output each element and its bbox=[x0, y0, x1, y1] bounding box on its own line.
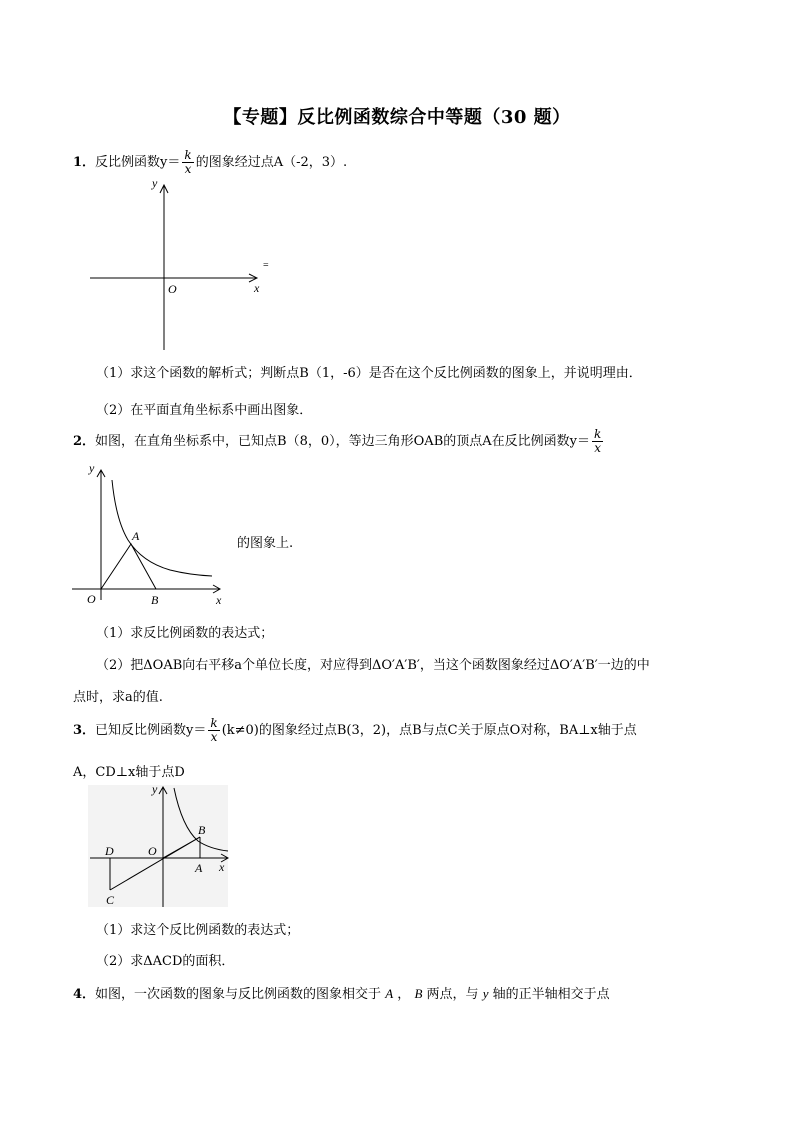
question-text: 两点，与 bbox=[426, 987, 479, 1002]
question-4-stem bbox=[73, 983, 610, 1002]
question-3-symmetry-figure bbox=[88, 782, 233, 910]
fraction-denominator: x bbox=[210, 730, 218, 744]
question-text: 反比例函数y＝ bbox=[95, 155, 181, 170]
point-a-label: A bbox=[195, 861, 203, 875]
origin-label: O bbox=[168, 282, 177, 296]
x-axis-label: x bbox=[216, 593, 222, 607]
question-1-part-1: （1）求这个函数的解析式；判断点B（1，-6）是否在这个反比例函数的图象上，并说明理由． bbox=[96, 366, 642, 381]
x-axis-label: x bbox=[254, 281, 260, 295]
question-1-part-2: （2）在平面直角坐标系中画出图象． bbox=[96, 403, 313, 418]
question-2-part-2-continued: 点时，求a的值. bbox=[73, 690, 163, 705]
question-3-stem-continued: A，CD⊥x轴于点D bbox=[73, 765, 185, 780]
question-1-stem bbox=[73, 149, 347, 176]
point-b-label: B bbox=[198, 823, 206, 837]
question-number: 3． bbox=[73, 723, 96, 738]
question-2-triangle-figure bbox=[70, 460, 230, 610]
question-text: 已知反比例函数y＝ bbox=[95, 723, 207, 738]
origin-label: O bbox=[148, 844, 157, 858]
question-number: 2． bbox=[73, 434, 96, 449]
fraction-denominator: x bbox=[184, 162, 192, 176]
question-2-stem bbox=[73, 428, 605, 455]
question-2-part-2: （2）把ΔOAB向右平移a个单位长度，对应得到ΔO′A′B′，当这个函数图象经过ΔO′A′B′一边的中 bbox=[96, 658, 650, 673]
question-text: 如图，一次函数的图象与反比例函数的图象相交于 bbox=[95, 987, 382, 1002]
x-axis-label: x bbox=[219, 860, 225, 874]
stray-mark: = bbox=[263, 260, 269, 271]
question-text: (k≠0)的图象经过点B(3，2)，点B与点C关于原点O对称，BA⊥x轴于点 bbox=[221, 723, 637, 738]
fraction-k-over-x bbox=[208, 717, 219, 744]
variable-b: B bbox=[414, 986, 423, 1001]
origin-label: O bbox=[87, 592, 96, 606]
question-2-stem-continued: 的图象上. bbox=[237, 536, 294, 551]
point-c-label: C bbox=[106, 893, 115, 907]
question-3-part-2: （2）求ΔACD的面积． bbox=[96, 954, 235, 969]
fraction-numerator: k bbox=[184, 148, 192, 162]
question-number: 1． bbox=[73, 155, 96, 170]
fraction-numerator: k bbox=[210, 716, 218, 730]
y-axis-label: y bbox=[152, 782, 158, 796]
page-title: 【专题】反比例函数综合中等题（30 题） bbox=[223, 107, 571, 128]
point-a-label: A bbox=[132, 529, 140, 543]
y-axis-label: y bbox=[89, 461, 95, 475]
question-3-stem bbox=[73, 717, 637, 744]
question-3-part-1: （1）求这个反比例函数的表达式； bbox=[96, 923, 300, 938]
fraction-k-over-x bbox=[182, 149, 193, 176]
fraction-denominator: x bbox=[594, 441, 602, 455]
y-axis-label: y bbox=[152, 176, 158, 190]
fraction-numerator: k bbox=[593, 427, 602, 441]
question-number: 4． bbox=[73, 987, 96, 1002]
question-2-part-1: （1）求反比例函数的表达式； bbox=[96, 626, 274, 641]
question-text: 如图，在直角坐标系中，已知点B（8，0），等边三角形OAB的顶点A在反比例函数y＝ bbox=[95, 434, 590, 449]
separator: ， bbox=[397, 987, 411, 1002]
point-b-label: B bbox=[151, 593, 159, 607]
point-d-label: D bbox=[105, 844, 114, 858]
variable-y: y bbox=[482, 986, 489, 1001]
question-text: 的图象经过点A（-2，3）. bbox=[195, 155, 348, 170]
question-text: 轴的正半轴相交于点 bbox=[492, 987, 610, 1002]
variable-a: A bbox=[385, 986, 394, 1001]
question-1-axes-figure bbox=[85, 175, 285, 355]
fraction-k-over-x bbox=[592, 428, 603, 455]
